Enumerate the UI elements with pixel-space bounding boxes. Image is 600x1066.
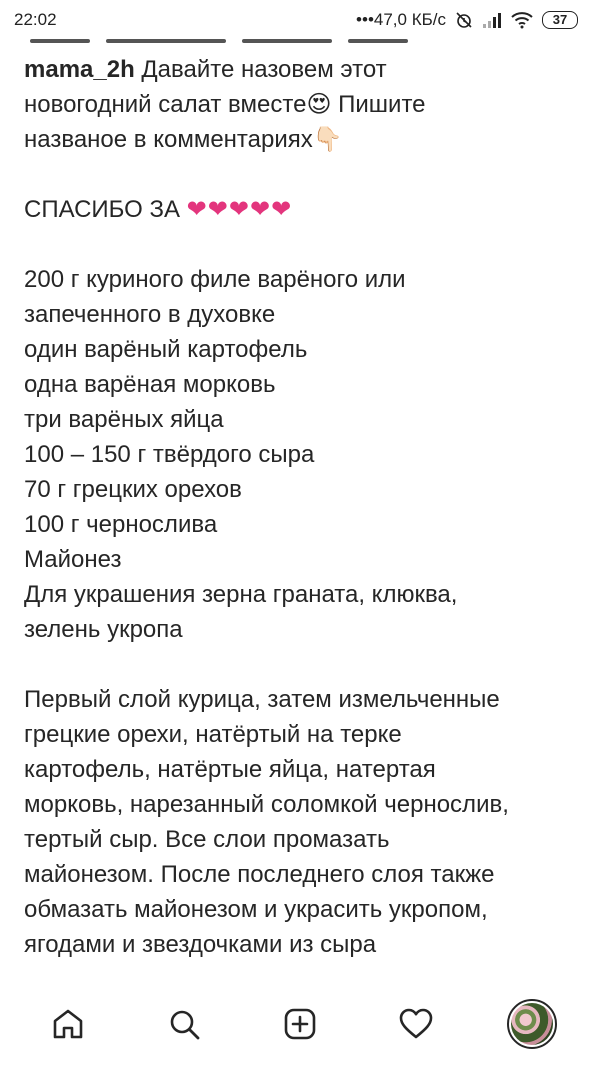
- previous-comment-peek: [30, 30, 470, 44]
- profile-button[interactable]: [502, 994, 562, 1054]
- activity-heart-icon: [398, 1007, 434, 1041]
- alarm-off-icon: [454, 10, 474, 30]
- instruction-line: грецкие орехи, натёртый на терке: [24, 721, 402, 748]
- ingredient-line: зелень укропа: [24, 616, 183, 643]
- avatar-image: [511, 1003, 553, 1045]
- new-post-icon: [283, 1007, 317, 1041]
- profile-avatar: [507, 999, 557, 1049]
- ingredient-line: 70 г грецких орехов: [24, 476, 242, 503]
- search-button[interactable]: [154, 994, 214, 1054]
- new-post-button[interactable]: [270, 994, 330, 1054]
- network-speed: •••47,0 КБ/с: [356, 10, 446, 29]
- status-icons: [356, 10, 578, 30]
- instruction-line: Первый слой курица, затем измельченные: [24, 686, 500, 713]
- intro-text-3: названое в комментариях👇🏻: [24, 126, 343, 153]
- wifi-icon: [510, 11, 534, 29]
- ingredient-line: 100 – 150 г твёрдого сыра: [24, 441, 315, 468]
- instruction-line: картофель, натёртые яйца, натертая: [24, 756, 436, 783]
- search-icon: [167, 1007, 201, 1041]
- ingredient-line: 200 г куриного филе варёного или: [24, 266, 406, 293]
- ingredient-line: один варёный картофель: [24, 336, 308, 363]
- ingredient-line: одна варёная морковь: [24, 371, 276, 398]
- home-icon: [51, 1007, 85, 1041]
- instruction-line: морковь, нарезанный соломкой чернослив,: [24, 791, 509, 818]
- thanks-text: СПАСИБО ЗА: [24, 196, 180, 223]
- instruction-line: тертый сыр. Все слои промазать: [24, 826, 390, 853]
- ingredient-line: запеченного в духовке: [24, 301, 276, 328]
- intro-text-2: новогодний салат вместе😍 Пишите: [24, 91, 426, 118]
- intro-text-1: Давайте назовем этот: [141, 56, 387, 83]
- battery-indicator: 37: [542, 11, 578, 29]
- thanks-hearts: ❤❤❤❤❤: [186, 196, 293, 223]
- post-caption: [24, 52, 584, 962]
- home-button[interactable]: [38, 994, 98, 1054]
- author-username[interactable]: mama_2h: [24, 56, 135, 83]
- status-time: 22:02: [14, 10, 57, 29]
- ingredient-line: Для украшения зерна граната, клюква,: [24, 581, 458, 608]
- ingredient-line: 100 г чернослива: [24, 511, 218, 538]
- instruction-line: майонезом. После последнего слоя также: [24, 861, 495, 888]
- ingredient-line: Майонез: [24, 546, 122, 573]
- thanks-line: [24, 192, 584, 227]
- instruction-line: обмазать майонезом и украсить укропом,: [24, 896, 488, 923]
- ingredient-line: три варёных яйца: [24, 406, 224, 433]
- signal-icon: [482, 11, 502, 29]
- bottom-navigation: [0, 982, 600, 1066]
- instruction-line: ягодами и звездочками из сыра: [24, 931, 377, 958]
- activity-button[interactable]: [386, 994, 446, 1054]
- caption-line-1: [24, 52, 584, 87]
